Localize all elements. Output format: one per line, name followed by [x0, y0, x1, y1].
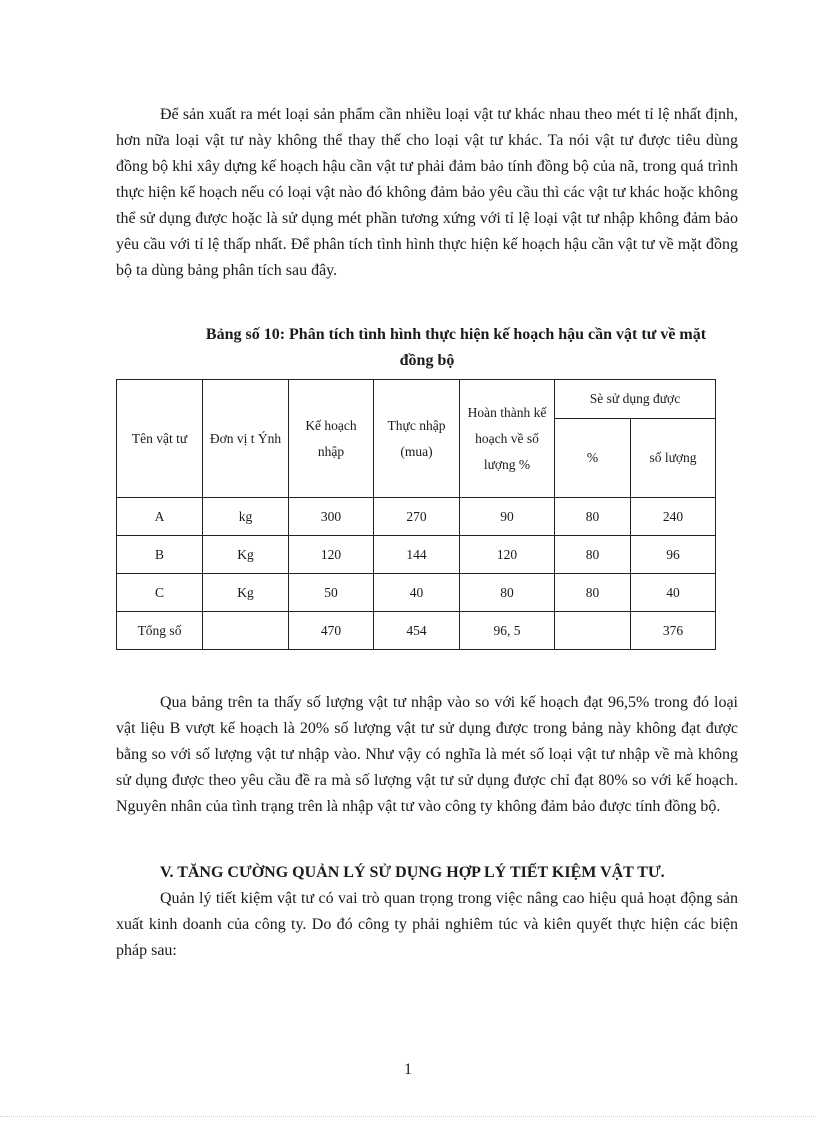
cell-name: B: [117, 536, 203, 574]
cell-usable-quantity: 240: [631, 498, 716, 536]
cell-usable-percent: 80: [555, 536, 631, 574]
cell-usable-percent: 80: [555, 498, 631, 536]
cell-name: Tổng số: [117, 612, 203, 650]
section-intro-paragraph: Quản lý tiết kiệm vật tư có vai trò quan trọng trong việc nâng cao hiệu quả hoạt động sản xuất kinh doanh của công ty. Do đó công ty phải nghiêm túc và kiên quyết thực hiện các biện pháp sau:: [116, 890, 738, 959]
cell-plan: 300: [289, 498, 374, 536]
table-caption-line-1: Bảng số 10: Phân tích tình hình thực hiện kế hoạch hậu cần vật tư về mặt: [205, 326, 707, 343]
header-material-name: Tên vật tư: [117, 380, 203, 498]
analysis-paragraph: Qua bảng trên ta thấy số lượng vật tư nhập vào so với kế hoạch đạt 96,5% trong đó loại vật liệu B vượt kế hoạch là 20% số lượng vật tư sử dụng được trong bảng này không đạt được bằng so với số lượng vật tư nhập vào. Như vậy có nghĩa là mét số loại vật tư nhập về mà không sử dụng được theo yêu cầu đề ra mà số lượng vật tư sử dụng được chỉ đạt 80% so với kế hoạch. Nguyên nhân của tình trạng trên là nhập vật tư vào công ty không đảm bảo được tính đồng bộ.: [116, 694, 738, 815]
table-caption: [116, 322, 738, 374]
cell-actual: 454: [374, 612, 460, 650]
table-caption-line-2: đồng bộ: [399, 352, 455, 369]
footer-divider: [0, 1116, 816, 1117]
cell-usable-quantity: 40: [631, 574, 716, 612]
cell-plan: 120: [289, 536, 374, 574]
page-number: 1: [404, 1061, 412, 1078]
cell-name: C: [117, 574, 203, 612]
cell-usable-percent: 80: [555, 574, 631, 612]
intro-paragraph: Để sản xuất ra mét loại sản phẩm cần nhiều loại vật tư khác nhau theo mét tỉ lệ nhất định, hơn nữa loại vật tư này không thể thay thế cho loại vật tư khác. Ta nói vật tư được tiêu dùng đồng bộ khi xây dựng kế hoạch hậu cần vật tư phải đảm bảo tính đồng bộ của nã, trong quá trình thực hiện kế hoạch nếu có loại vật nào đó không đảm bảo yêu cầu thì các vật tư khác hoặc không thể sử dụng được hoặc là sử dụng mét phần tương xứng với tỉ lệ loại vật tư nhập không đảm bảo yêu cầu với tỉ lệ thấp nhất. Để phân tích tình hình thực hiện kế hoạch hậu cần vật tư về mặt đồng bộ ta dùng bảng phân tích sau đây.: [116, 106, 738, 279]
cell-name: A: [117, 498, 203, 536]
table-row: [117, 498, 716, 536]
cell-unit: kg: [203, 498, 289, 536]
table-row: [117, 574, 716, 612]
cell-actual: 144: [374, 536, 460, 574]
table-row: [117, 536, 716, 574]
cell-actual: 270: [374, 498, 460, 536]
cell-completion: 120: [460, 536, 555, 574]
header-completion: Hoàn thành kế hoạch về số lượng %: [460, 380, 555, 498]
cell-actual: 40: [374, 574, 460, 612]
cell-plan: 470: [289, 612, 374, 650]
cell-unit: Kg: [203, 536, 289, 574]
cell-completion: 96, 5: [460, 612, 555, 650]
cell-plan: 50: [289, 574, 374, 612]
cell-completion: 90: [460, 498, 555, 536]
cell-usable-percent: [555, 612, 631, 650]
header-usable-group: Sè sử dụng được: [555, 380, 716, 419]
cell-unit: [203, 612, 289, 650]
cell-usable-quantity: 376: [631, 612, 716, 650]
cell-usable-quantity: 96: [631, 536, 716, 574]
header-usable-quantity: số lượng: [631, 419, 716, 498]
header-actual: Thực nhập (mua): [374, 380, 460, 498]
sync-analysis-table: [116, 379, 716, 650]
header-unit: Đơn vị t Ýnh: [203, 380, 289, 498]
cell-unit: Kg: [203, 574, 289, 612]
header-plan: Kế hoạch nhập: [289, 380, 374, 498]
cell-completion: 80: [460, 574, 555, 612]
section-heading: V. TĂNG CƯỜNG QUẢN LÝ SỬ DỤNG HỢP LÝ TIẾT KIỆM VẬT TƯ.: [160, 864, 665, 881]
header-usable-percent: %: [555, 419, 631, 498]
table-total-row: [117, 612, 716, 650]
